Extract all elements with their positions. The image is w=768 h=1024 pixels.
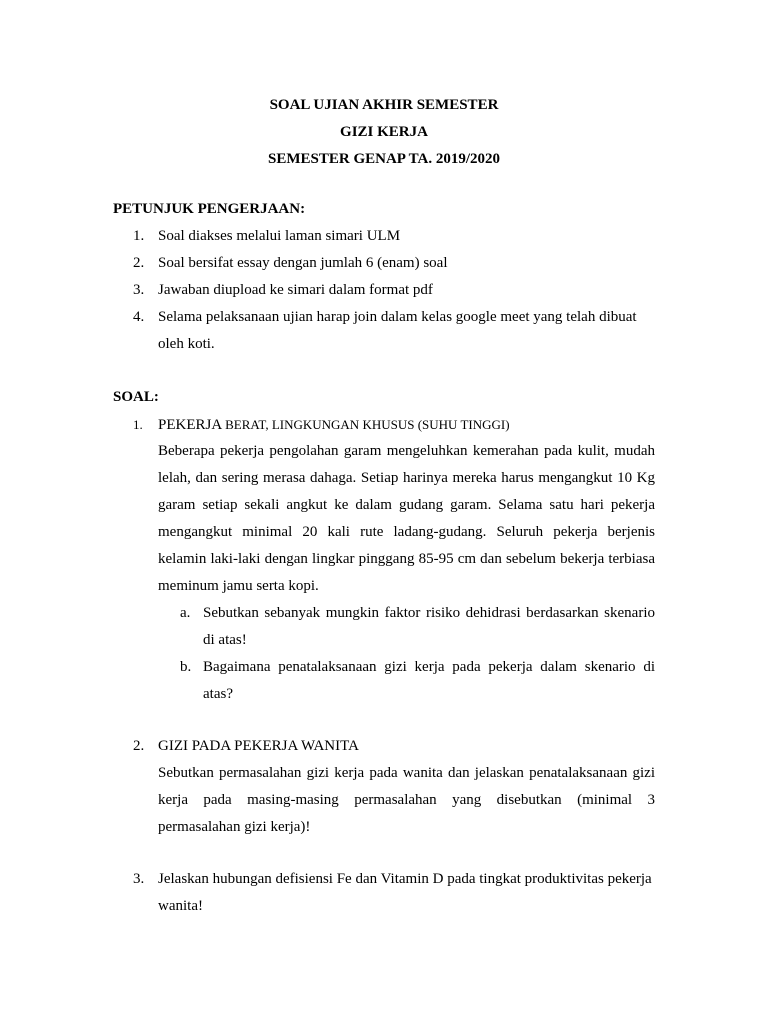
question-body-line: permasalahan gizi kerja)!: [158, 819, 311, 835]
instruction-number: 3.: [133, 282, 145, 298]
question-title: [158, 411, 655, 439]
question-number: 1.: [133, 417, 143, 432]
instruction-text: oleh koti.: [158, 336, 215, 352]
title-line-2: GIZI KERJA: [340, 124, 428, 140]
question-body-line: meminum jamu serta kopi.: [158, 578, 319, 594]
question-body-line: Sebutkan permasalahan gizi kerja pada wanita dan jelaskan penatalaksanaan gizi: [158, 765, 655, 781]
question-body-line: garam setiap sekali angkut ke dalam gudang garam. Selama satu hari pekerja: [158, 497, 655, 513]
sub-question-text: di atas!: [203, 632, 247, 648]
sub-question-text: Bagaimana penatalaksanaan gizi kerja pada pekerja dalam skenario di: [203, 659, 655, 675]
title-line-1: SOAL UJIAN AKHIR SEMESTER: [269, 97, 499, 113]
instruction-text: Soal diakses melalui laman simari ULM: [158, 228, 401, 244]
question-body-line: Jelaskan hubungan defisiensi Fe dan Vitamin D pada tingkat produktivitas pekerja: [158, 871, 652, 887]
question-title-main: PEKERJA: [158, 417, 226, 433]
question-title: GIZI PADA PEKERJA WANITA: [158, 738, 359, 754]
document-title: [0, 92, 768, 173]
instruction-text: Selama pelaksanaan ujian harap join dalam kelas google meet yang telah dibuat: [158, 309, 637, 325]
question-number: 2.: [133, 738, 145, 754]
sub-question-text: atas?: [203, 686, 233, 702]
instruction-number: 2.: [133, 255, 145, 271]
question-body-line: Beberapa pekerja pengolahan garam mengeluhkan kemerahan pada kulit, mudah: [158, 443, 655, 459]
instruction-text: Soal bersifat essay dengan jumlah 6 (enam) soal: [158, 255, 448, 271]
sub-question-label: b.: [180, 659, 192, 675]
instructions-heading: PETUNJUK PENGERJAAN:: [113, 201, 306, 217]
sub-question-text: Sebutkan sebanyak mungkin faktor risiko dehidrasi berdasarkan skenario: [203, 605, 655, 621]
question-body-line: kelamin laki-laki dengan lingkar pinggang 85-95 cm dan sebelum bekerja terbiasa: [158, 551, 655, 567]
title-line-3: SEMESTER GENAP TA. 2019/2020: [268, 151, 500, 167]
instruction-number: 4.: [133, 309, 145, 325]
sub-question-label: a.: [180, 605, 191, 621]
instruction-number: 1.: [133, 228, 145, 244]
questions-heading: SOAL:: [113, 389, 159, 405]
question-body-line: mengangkut minimal 20 kali rute ladang-gudang. Seluruh pekerja berjenis: [158, 524, 655, 540]
question-body-line: kerja pada masing-masing permasalahan yang disebutkan (minimal 3: [158, 792, 655, 808]
instruction-text: Jawaban diupload ke simari dalam format pdf: [158, 282, 433, 298]
question-number: 3.: [133, 871, 145, 887]
question-title-rest: BERAT, LINGKUNGAN KHUSUS (SUHU TINGGI): [225, 417, 510, 432]
question-body-line: wanita!: [158, 898, 203, 914]
question-body-line: lelah, dan sering merasa dahaga. Setiap harinya mereka harus mengangkut 10 Kg: [158, 470, 655, 486]
